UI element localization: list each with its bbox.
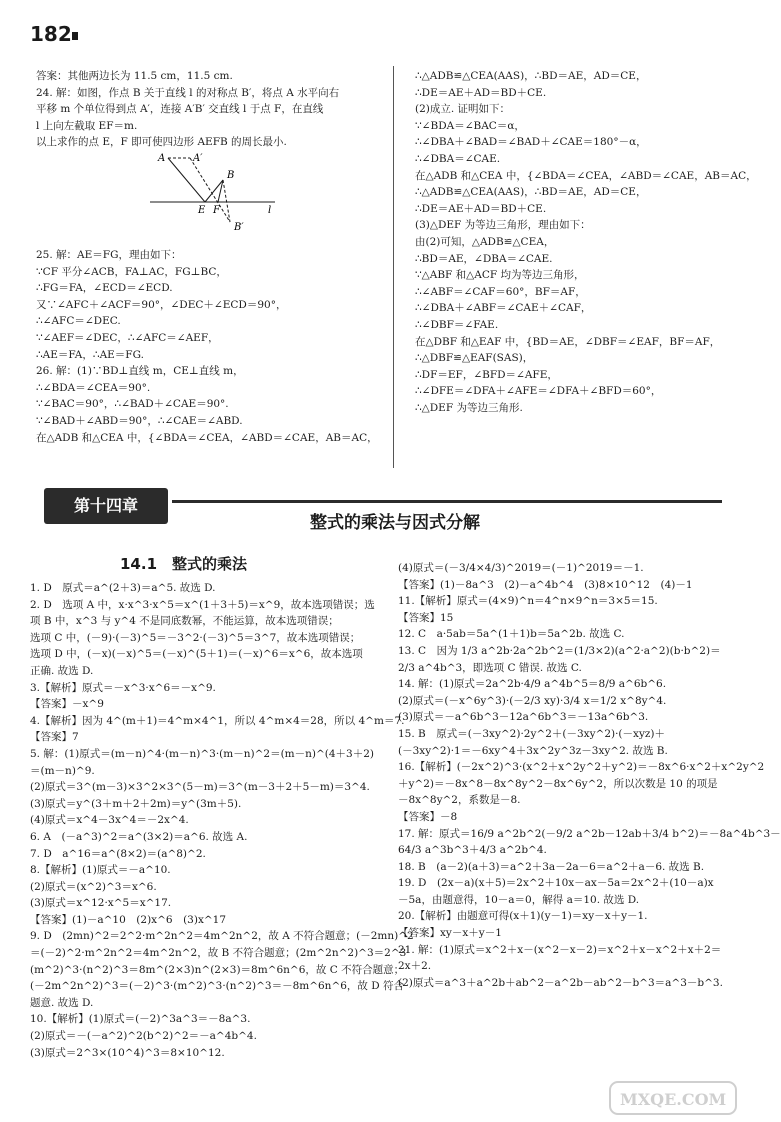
section-title: 14.1 整式的乘法 <box>120 555 248 573</box>
chapter-title: 整式的乘法与因式分解 <box>310 513 480 533</box>
text-line: 正确. 故选 D. <box>30 664 94 677</box>
text-line: 6. A (－a^3)^2＝a^(3×2)＝a^6. 故选 A. <box>30 830 248 843</box>
text-line: ∴DE＝AE＋AD＝BD＋CE. <box>415 202 547 215</box>
text-line: (3)原式＝2^3×(10^4)^3＝8×10^12. <box>30 1046 225 1059</box>
text-line: ∴△DBF≌△EAF(SAS)， <box>415 352 534 365</box>
text-line: (3)原式＝y^(3＋m＋2＋2m)＝y^(3m＋5). <box>30 797 242 810</box>
text-line: 64/3 a^3b^3＋4/3 a^2b^4. <box>398 844 547 857</box>
text-line: 【答案】(1)－8a^3 (2)－a^4b^4 (3)8×10^12 (4)－1 <box>398 578 693 591</box>
bottom-left-column <box>30 580 414 1061</box>
text-line: 15. B 原式＝(－3xy^2)·2y^2＋(－3xy^2)·(－xyz)＋ <box>398 727 666 740</box>
text-line: (4)原式＝(－3/4×4/3)^2019＝(－1)^2019＝－1. <box>398 562 644 574</box>
text-line: 19. D (2x－a)(x＋5)＝2x^2＋10x－ax－5a＝2x^2＋(10－a)x <box>398 877 714 890</box>
figure-label-B-prime: B′ <box>234 222 244 233</box>
column-divider <box>393 66 394 468</box>
text-line: 12. C a·5ab＝5a^(1＋1)b＝5a^2b. 故选 C. <box>398 628 625 641</box>
text-line: 【答案】－x^9 <box>30 698 104 711</box>
text-line: (2)原式＝(－x^6y^3)·(－2/3 xy)·3/4 x＝1/2 x^8y^4. <box>398 694 667 707</box>
text-line: 11.【解析】原式＝(4×9)^n＝4^n×9^n＝3×5＝15. <box>398 595 658 608</box>
text-line: 由(2)可知，△ADB≌△CEA， <box>415 235 555 248</box>
text-line: ＝(m－n)^9. <box>30 764 95 777</box>
text-line: ∴△ADB≌△CEA(AAS)，∴BD＝AE，AD＝CE， <box>415 70 647 82</box>
bottom-right-column <box>398 560 781 991</box>
text-line: ∴∠AFC＝∠DEC. <box>36 315 121 328</box>
text-line: 26. 解：(1)∵BD⊥直线 m，CE⊥直线 m， <box>36 365 244 378</box>
text-line: 18. B (a－2)(a＋3)＝a^2＋3a－2a－6＝a^2＋a－6. 故选 B. <box>398 860 705 873</box>
figure-label-A-prime: A′ <box>193 153 203 164</box>
text-line: 答案：其他两边长为 11.5 cm，11.5 cm. <box>36 70 233 82</box>
text-line: ∴DF＝EF，∠BFD＝∠AFE， <box>415 368 558 381</box>
text-line: (3)原式＝－a^6b^3－12a^6b^3＝－13a^6b^3. <box>398 711 649 724</box>
text-line: (2)成立. 证明如下： <box>415 103 511 116</box>
text-line: 以上求作的点 E，F 即可使四边形 AEFB 的周长最小. <box>36 136 287 149</box>
text-line: 9. D (2mn)^2＝2^2·m^2n^2＝4m^2n^2，故 A 不符合题意；(－2mn)^2 <box>30 930 414 943</box>
text-line: (4)原式＝x^4－3x^4＝－2x^4. <box>30 814 189 827</box>
text-line: 4.【解析】因为 4^(m＋1)＝4^m×4^1，所以 4^m×4＝28，所以 4^m＝7. <box>30 714 405 727</box>
text-line: 17. 解：原式＝16/9 a^2b^2(－9/2 a^2b－12ab＋3/4 b^2)＝－8a^4b^3－ <box>398 827 781 840</box>
text-line: ∵∠BDA＝∠BAC＝α， <box>415 119 525 132</box>
text-line: (－2m^2n^2)^3＝(－2)^3·(m^2)^3·(n^2)^3＝－8m^6n^6，故 D 符合 <box>30 980 405 993</box>
text-line: ∴∠DFE＝∠DFA＋∠AFE＝∠DFA＋∠BFD＝60°， <box>415 385 662 398</box>
text-line: 在△DBF 和△EAF 中，{BD＝AE，∠DBF＝∠EAF，BF＝AF， <box>415 335 721 348</box>
figure-label-l: l <box>268 205 272 216</box>
text-line: 7. D a^16＝a^(8×2)＝(a^8)^2. <box>30 847 206 860</box>
text-line: ∴∠BDA＝∠CEA＝90°. <box>36 381 151 394</box>
text-line: (2)原式＝(x^2)^3＝x^6. <box>30 880 157 893</box>
text-line: 【答案】(1)－a^10 (2)x^6 (3)x^17 <box>30 913 227 926</box>
text-line: ∴AE＝FA，∴AE＝FG. <box>36 348 144 361</box>
text-line: (3)原式＝x^12·x^5＝x^17. <box>30 897 172 910</box>
text-line: 又∵∠AFC＋∠ACF＝90°，∠DEC＋∠ECD＝90°， <box>36 298 287 311</box>
text-line: ∴△DEF 为等边三角形. <box>415 401 523 414</box>
page-number: 182 <box>30 22 72 46</box>
text-line: ∴BD＝AE，∠DBA＝∠CAE. <box>415 252 553 265</box>
text-line: (m^2)^3·(n^2)^3＝8m^(2×3)n^(2×3)＝8m^6n^6，故 C 不符合题意； <box>30 963 405 976</box>
text-line: 【答案】7 <box>30 731 79 744</box>
text-line: －5a，由题意得，10－a＝0，解得 a＝10. 故选 D. <box>398 893 640 906</box>
text-line: 24. 解：如图，作点 B 关于直线 l 的对称点 B′，将点 A 水平向右 <box>36 86 340 99</box>
text-line: l 上向左截取 EF＝m. <box>36 119 138 132</box>
text-line: 1. D 原式＝a^(2＋3)＝a^5. 故选 D. <box>30 582 216 594</box>
text-line: ∴FG＝FA，∠ECD＝∠ECD. <box>36 282 173 295</box>
text-line: ＋y^2)＝－8x^8－8x^8y^2－8x^6y^2，所以次数是 10 的项是 <box>398 777 718 790</box>
text-line: －8x^8y^2，系数是－8. <box>398 794 521 807</box>
figure-label-F: F <box>213 205 220 216</box>
figure-label-B: B <box>227 170 235 181</box>
text-line: 10.【解析】(1)原式＝(－2)^3a^3＝－8a^3. <box>30 1013 251 1026</box>
text-line: ∴△ADB≌△CEA(AAS)，∴BD＝AE，AD＝CE， <box>415 186 647 199</box>
text-line: 8.【解析】(1)原式＝－a^10. <box>30 864 171 877</box>
text-line: (2)原式＝3^(m－3)×3^2×3^(5－m)＝3^(m－3＋2＋5－m)＝3^4. <box>30 781 370 794</box>
text-line: ∵∠BAD＋∠ABD＝90°，∴∠CAE＝∠ABD. <box>36 414 243 427</box>
text-line: ∴∠DBF＝∠FAE. <box>415 318 499 331</box>
text-line: 在△ADB 和△CEA 中，{∠BDA＝∠CEA，∠ABD＝∠CAE，AB＝AC， <box>36 431 378 444</box>
chapter-header <box>30 486 722 533</box>
text-line: 3.【解析】原式＝－x^3·x^6＝－x^9. <box>30 681 216 694</box>
text-line: 2x＋2. <box>398 960 432 973</box>
text-line: 项 B 中，x^3 与 y^4 不是同底数幂，不能运算，故本选项错误； <box>30 615 339 628</box>
text-line: 题意. 故选 D. <box>30 996 94 1009</box>
text-line: 选项 D 中，(－x)(－x)^5＝(－x)^(5＋1)＝(－x)^6＝x^6，故本选项 <box>30 648 363 661</box>
text-line: 平移 m 个单位得到点 A′，连接 A′B′ 交直线 l 于点 F，在直线 <box>36 103 324 116</box>
watermark-logo <box>610 1080 740 1116</box>
text-line: 【答案】xy－x＋y－1 <box>398 927 502 940</box>
geometry-figure <box>150 152 280 234</box>
watermark-text: MXQE.COM <box>620 1090 727 1109</box>
text-line: ∴∠DBA＋∠BAD＝∠BAD＋∠CAE＝180°－α， <box>415 136 647 149</box>
text-line: 16.【解析】(－2x^2)^3·(x^2＋x^2y^2＋y^2)＝－8x^6·x^2＋x^2y^2 <box>398 761 765 774</box>
text-line: (3)△DEF 为等边三角形，理由如下： <box>415 219 591 232</box>
text-line: 14. 解：(1)原式＝2a^2b·4/9 a^4b^5＝8/9 a^6b^6. <box>398 678 667 691</box>
text-line: 2. D 选项 A 中，x·x^3·x^5＝x^(1＋3＋5)＝x^9，故本选项错误；选 <box>30 598 375 611</box>
text-line: 20.【解析】由题意可得(x＋1)(y－1)＝xy－x＋y－1. <box>398 910 648 923</box>
figure-label-E: E <box>198 205 206 216</box>
text-line: ∴∠ABF＝∠CAF＝60°，BF＝AF， <box>415 285 586 298</box>
text-line: (2)原式＝a^3＋a^2b＋ab^2－a^2b－ab^2－b^3＝a^3－b^3. <box>398 976 723 989</box>
text-line: 13. C 因为 1/3 a^2b·2a^2b^2＝(1/3×2)(a^2·a^2)(b·b^2)＝ <box>398 644 721 657</box>
text-line: ∴∠DBA＝∠CAE. <box>415 152 501 165</box>
figure-label-A: A <box>158 153 166 164</box>
top-right-column <box>415 68 757 416</box>
text-line: 5. 解：(1)原式＝(m－n)^4·(m－n)^3·(m－n)^2＝(m－n)^(4＋3＋2) <box>30 747 375 760</box>
text-line: (2)原式＝－(－a^2)^2(b^2)^2＝－a^4b^4. <box>30 1030 257 1043</box>
text-line: 【答案】15 <box>398 611 454 624</box>
text-line: 2/3 a^4b^3，即选项 C 错误. 故选 C. <box>398 661 582 674</box>
page-number-mark <box>72 32 78 40</box>
text-line: ∴∠DBA＋∠ABF＝∠CAE＋∠CAF， <box>415 302 592 315</box>
text-line: 在△ADB 和△CEA 中，{∠BDA＝∠CEA，∠ABD＝∠CAE，AB＝AC， <box>415 169 757 182</box>
text-line: ∵∠BAC＝90°，∴∠BAD＋∠CAE＝90°. <box>36 398 229 411</box>
text-line: 21. 解：(1)原式＝x^2＋x－(x^2－x－2)＝x^2＋x－x^2＋x＋2＝ <box>398 943 722 956</box>
chapter-rule <box>172 500 722 503</box>
top-left-column <box>36 68 378 446</box>
text-line: 【答案】－8 <box>398 810 458 823</box>
text-line: ∵∠AEF＝∠DEC，∴∠AFC＝∠AEF， <box>36 331 219 344</box>
text-line: (－3xy^2)·1＝－6xy^4＋3x^2y^3z－3xy^2. 故选 B. <box>398 744 668 757</box>
text-line: 25. 解：AE＝FG，理由如下： <box>36 248 182 261</box>
chapter-tag: 第十四章 <box>44 488 168 524</box>
text-line: 选项 C 中，(－9)·(－3)^5＝－3^2·(－3)^5＝3^7，故本选项错误； <box>30 631 361 644</box>
text-line: ∴DE＝AE＋AD＝BD＋CE. <box>415 86 547 99</box>
text-line: ∵CF 平分∠ACB，FA⊥AC，FG⊥BC， <box>36 265 227 278</box>
text-line: ＝(－2)^2·m^2n^2＝4m^2n^2，故 B 不符合题意；(2m^2n^2)^3＝2^3· <box>30 947 410 960</box>
text-line: ∵△ABF 和△ACF 均为等边三角形， <box>415 269 585 282</box>
